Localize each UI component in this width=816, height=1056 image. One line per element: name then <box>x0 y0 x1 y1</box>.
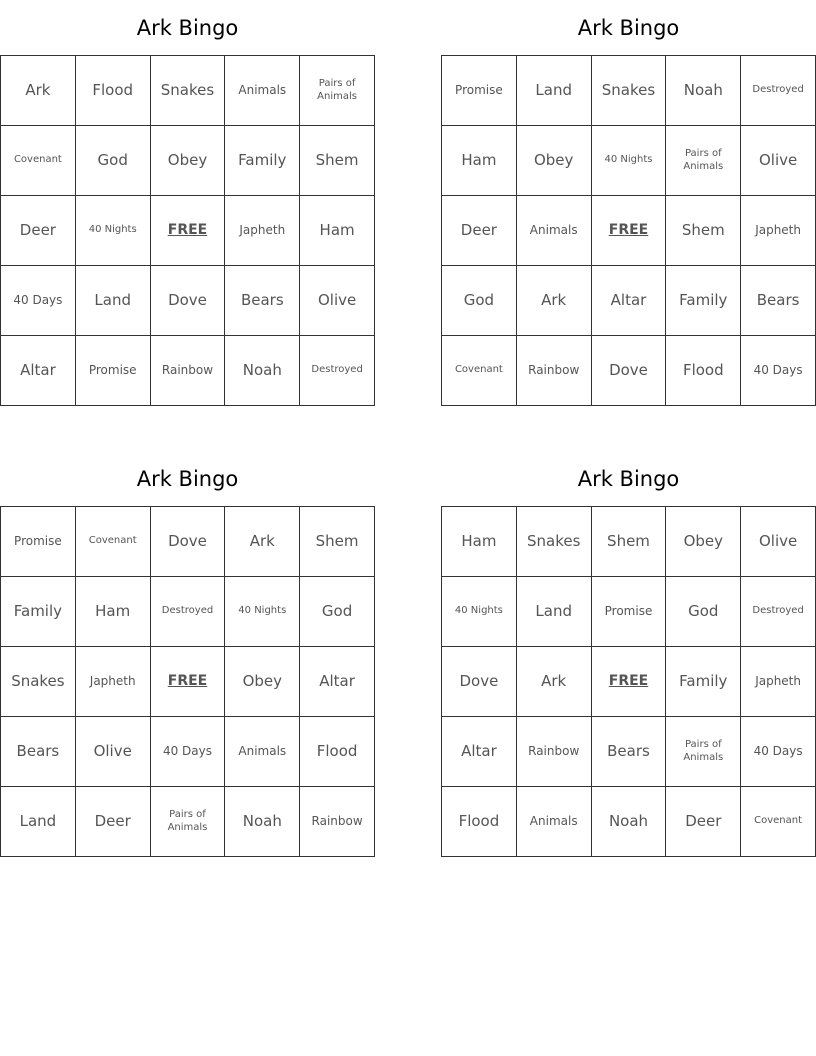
bingo-cell: Deer <box>76 787 151 857</box>
bingo-cell: Flood <box>300 717 375 787</box>
bingo-cell: Animals <box>225 56 300 126</box>
bingo-cell: Shem <box>300 507 375 577</box>
bingo-cell: Olive <box>741 507 816 577</box>
bingo-cell: God <box>300 577 375 647</box>
bingo-cell: Pairs of Animals <box>666 717 741 787</box>
bingo-cell: Covenant <box>1 126 76 196</box>
bingo-cell: 40 Days <box>151 717 226 787</box>
bingo-grid <box>0 506 375 857</box>
bingo-cell: Animals <box>225 717 300 787</box>
bingo-cell: Shem <box>666 196 741 266</box>
bingo-cell: Covenant <box>442 336 517 406</box>
bingo-cell: Olive <box>300 266 375 336</box>
bingo-cell: 40 Days <box>1 266 76 336</box>
bingo-cell: God <box>76 126 151 196</box>
bingo-cell: Dove <box>151 507 226 577</box>
bingo-cell: God <box>442 266 517 336</box>
bingo-cell: 40 Days <box>741 336 816 406</box>
bingo-cell: Shem <box>300 126 375 196</box>
bingo-cell: Noah <box>225 336 300 406</box>
bingo-cell: Ark <box>1 56 76 126</box>
bingo-cell: God <box>666 577 741 647</box>
bingo-cell: Ham <box>300 196 375 266</box>
bingo-cell: Shem <box>592 507 667 577</box>
bingo-cell: Land <box>1 787 76 857</box>
bingo-cell: Obey <box>225 647 300 717</box>
card-title: Ark Bingo <box>136 16 239 40</box>
bingo-cell: Ark <box>225 507 300 577</box>
free-space: FREE <box>592 196 667 266</box>
bingo-cell: Altar <box>300 647 375 717</box>
bingo-cell: Altar <box>442 717 517 787</box>
bingo-cell: Japheth <box>741 196 816 266</box>
bingo-cell: Bears <box>592 717 667 787</box>
bingo-cell: Noah <box>225 787 300 857</box>
bingo-cell: 40 Nights <box>225 577 300 647</box>
bingo-cell: Ham <box>442 126 517 196</box>
bingo-cell: Destroyed <box>741 577 816 647</box>
bingo-cell: Noah <box>666 56 741 126</box>
bingo-cell: Family <box>666 647 741 717</box>
bingo-cell: Flood <box>76 56 151 126</box>
bingo-cell: Dove <box>151 266 226 336</box>
bingo-cell: Ham <box>442 507 517 577</box>
bingo-grid <box>441 506 816 857</box>
card-title: Ark Bingo <box>577 467 680 491</box>
bingo-cell: Pairs of Animals <box>300 56 375 126</box>
card-title: Ark Bingo <box>136 467 239 491</box>
card-title: Ark Bingo <box>577 16 680 40</box>
bingo-cell: Rainbow <box>517 717 592 787</box>
bingo-cell: 40 Nights <box>76 196 151 266</box>
bingo-cell: Bears <box>741 266 816 336</box>
bingo-cell: Snakes <box>592 56 667 126</box>
bingo-cell: Dove <box>442 647 517 717</box>
bingo-cell: Land <box>517 577 592 647</box>
bingo-cell: Promise <box>442 56 517 126</box>
bingo-cell: Rainbow <box>517 336 592 406</box>
bingo-cell: Obey <box>151 126 226 196</box>
bingo-cell: Flood <box>666 336 741 406</box>
bingo-cell: Snakes <box>1 647 76 717</box>
bingo-cell: Dove <box>592 336 667 406</box>
bingo-grid <box>441 55 816 406</box>
bingo-cell: Olive <box>76 717 151 787</box>
bingo-cell: Deer <box>442 196 517 266</box>
bingo-cell: Obey <box>666 507 741 577</box>
bingo-cell: 40 Days <box>741 717 816 787</box>
bingo-cell: Pairs of Animals <box>666 126 741 196</box>
bingo-cell: Noah <box>592 787 667 857</box>
bingo-cell: Snakes <box>517 507 592 577</box>
bingo-cell: Snakes <box>151 56 226 126</box>
bingo-grid <box>0 55 375 406</box>
bingo-cell: Family <box>225 126 300 196</box>
bingo-cell: 40 Nights <box>442 577 517 647</box>
bingo-cell: Family <box>1 577 76 647</box>
bingo-cell: Ark <box>517 647 592 717</box>
bingo-cell: Japheth <box>741 647 816 717</box>
bingo-cell: Covenant <box>76 507 151 577</box>
free-space: FREE <box>592 647 667 717</box>
bingo-cell: Promise <box>1 507 76 577</box>
free-space: FREE <box>151 196 226 266</box>
bingo-cell: Promise <box>76 336 151 406</box>
bingo-cell: Flood <box>442 787 517 857</box>
bingo-cell: Land <box>517 56 592 126</box>
bingo-cell: Animals <box>517 196 592 266</box>
bingo-cell: Olive <box>741 126 816 196</box>
bingo-cell: Covenant <box>741 787 816 857</box>
bingo-cell: Destroyed <box>741 56 816 126</box>
bingo-cell: Bears <box>225 266 300 336</box>
bingo-cell: Promise <box>592 577 667 647</box>
bingo-cell: Ark <box>517 266 592 336</box>
bingo-cell: Land <box>76 266 151 336</box>
bingo-cell: Rainbow <box>300 787 375 857</box>
bingo-cell: Ham <box>76 577 151 647</box>
bingo-cell: Deer <box>666 787 741 857</box>
bingo-cell: Rainbow <box>151 336 226 406</box>
bingo-cell: Japheth <box>76 647 151 717</box>
bingo-cell: Destroyed <box>300 336 375 406</box>
bingo-cell: Japheth <box>225 196 300 266</box>
free-space: FREE <box>151 647 226 717</box>
bingo-cell: Obey <box>517 126 592 196</box>
bingo-cell: 40 Nights <box>592 126 667 196</box>
bingo-cell: Altar <box>1 336 76 406</box>
bingo-cell: Animals <box>517 787 592 857</box>
bingo-cell: Destroyed <box>151 577 226 647</box>
bingo-cell: Bears <box>1 717 76 787</box>
bingo-cell: Pairs of Animals <box>151 787 226 857</box>
bingo-cell: Deer <box>1 196 76 266</box>
bingo-cell: Family <box>666 266 741 336</box>
bingo-cell: Altar <box>592 266 667 336</box>
